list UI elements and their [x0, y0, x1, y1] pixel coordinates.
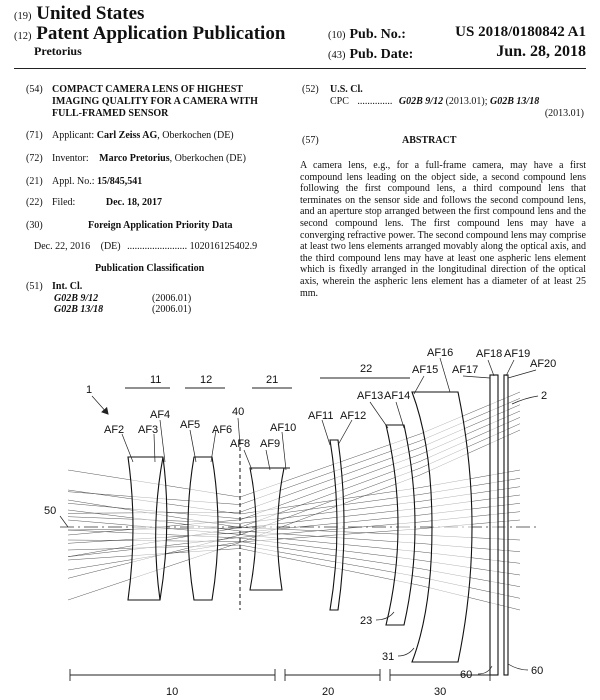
code-22: (22) [26, 197, 43, 208]
appl-no: 15/845,541 [97, 176, 143, 187]
label-af: AF3 [138, 424, 159, 436]
label-23: 23 [360, 615, 373, 627]
cpc-code: G02B 9/12 [398, 96, 444, 107]
abstract-text: A camera lens, e.g., for a full-frame camera, may have a first compound lens leading on the object side, a second compound lens following the first compound lens, a third compound lens that terminates on the sensor side and follows the second compound lens, and an aperture stop arranged between the first compound lens and the second compound lens. The first compound lens may have a converging refractive power. The second compound lens may comprise at least two lens elements arranged movably along the optical axis, and the third compound lens may have at least one aspheric lens element which is fixedly arranged in the longitudinal direction of the optical axis, wherein the aspheric lens element has a diameter of at least 25 mm. [300, 160, 586, 299]
pub-no: US 2018/0180842 A1 [455, 24, 586, 40]
inventor-label: Inventor: [52, 153, 89, 164]
int-cl-code: G02B 13/18 [54, 304, 104, 315]
int-cl-year: (2006.01) [152, 304, 192, 315]
label-group-10: 10 [166, 686, 179, 698]
label-af: AF18 [476, 348, 503, 360]
abstract-heading: ABSTRACT [402, 135, 457, 146]
label-af: AF12 [340, 410, 367, 422]
label-af: AF2 [104, 424, 125, 436]
label-af: AF4 [150, 409, 171, 421]
cpc-code: G02B 13/18 [490, 96, 540, 107]
label-60: 60 [460, 669, 473, 681]
label-group-12: 12 [200, 374, 213, 386]
lens-element-22 [330, 440, 344, 610]
header-inventor: Pretorius [34, 44, 82, 58]
sensor-plate [504, 375, 508, 675]
inventor-place: , Oberkochen (DE) [169, 153, 246, 164]
code-52: (52) [302, 84, 319, 95]
figure-labels [44, 347, 556, 698]
priority-heading: Foreign Application Priority Data [88, 220, 233, 231]
label-2: 2 [541, 390, 548, 402]
priority-date: Dec. 22, 2016 [34, 241, 91, 252]
code-21: (21) [26, 176, 43, 187]
code-12: (12) [14, 31, 32, 42]
label-af: AF19 [504, 348, 531, 360]
label-af: AF15 [412, 364, 439, 376]
cpc-label: CPC [330, 96, 349, 107]
lens-element-23 [386, 425, 415, 625]
label-af: AF5 [180, 419, 201, 431]
filed-date: Dec. 18, 2017 [105, 197, 162, 208]
code-19: (19) [14, 11, 32, 22]
publication-classification-heading: Publication Classification [95, 263, 205, 274]
inventor-name: Marco Pretorius [99, 153, 170, 164]
applicant-place: , Oberkochen (DE) [157, 130, 234, 141]
label-31: 31 [382, 651, 395, 663]
label-af: AF11 [308, 410, 334, 422]
int-cl-label: Int. Cl. [52, 281, 83, 292]
label-af: AF14 [384, 390, 411, 402]
priority-dots: ........................ [127, 241, 188, 252]
us-cl-label: U.S. Cl. [330, 84, 363, 95]
filed-label: Filed: [52, 197, 76, 208]
code-51: (51) [26, 281, 43, 292]
applicant-name: Carl Zeiss AG [96, 130, 158, 141]
code-30: (30) [26, 220, 43, 231]
int-cl-year: (2006.01) [152, 293, 192, 304]
cpc-year: (2013.01); [445, 96, 488, 107]
lens-element-12 [188, 457, 218, 600]
label-af: AF16 [427, 347, 454, 359]
code-72: (72) [26, 153, 43, 164]
cpc-year: (2013.01) [544, 108, 584, 119]
priority-number: 102016125402.9 [189, 241, 258, 252]
label-60: 60 [531, 665, 544, 677]
priority-country: (DE) [100, 241, 121, 252]
label-af: AF20 [530, 358, 557, 370]
lens-element-11 [128, 457, 167, 600]
label-50: 50 [44, 505, 57, 517]
code-43: (43) [328, 50, 346, 61]
label-1: 1 [86, 384, 93, 396]
pub-date-label: Pub. Date: [349, 47, 414, 62]
label-group-22: 22 [360, 363, 373, 375]
title-line: IMAGING QUALITY FOR A CAMERA WITH [52, 96, 258, 107]
code-71: (71) [26, 130, 43, 141]
country: United States [36, 3, 145, 24]
code-10: (10) [328, 30, 346, 41]
label-af: AF9 [260, 438, 281, 450]
label-group-21: 21 [266, 374, 279, 386]
publication-type: Patent Application Publication [36, 23, 286, 44]
label-stop-40: 40 [232, 406, 245, 418]
label-af: AF6 [212, 424, 233, 436]
label-group-30: 30 [434, 686, 447, 698]
label-group-20: 20 [322, 686, 335, 698]
label-af: AF17 [452, 364, 479, 376]
label-group-11: 11 [150, 374, 162, 386]
pub-date: Jun. 28, 2018 [496, 43, 586, 60]
appl-no-label: Appl. No.: [52, 176, 95, 187]
label-af: AF13 [357, 390, 384, 402]
applicant-label: Applicant: [52, 130, 95, 141]
code-57: (57) [302, 135, 319, 146]
int-cl-code: G02B 9/12 [54, 293, 99, 304]
code-54: (54) [26, 84, 43, 95]
cover-glass [490, 375, 498, 675]
cpc-dots: .............. [357, 96, 393, 107]
label-af: AF10 [270, 422, 297, 434]
title-line: COMPACT CAMERA LENS OF HIGHEST [52, 84, 243, 95]
pub-no-label: Pub. No.: [349, 27, 406, 42]
label-af: AF8 [230, 438, 251, 450]
title-line: FULL-FRAMED SENSOR [52, 108, 169, 119]
